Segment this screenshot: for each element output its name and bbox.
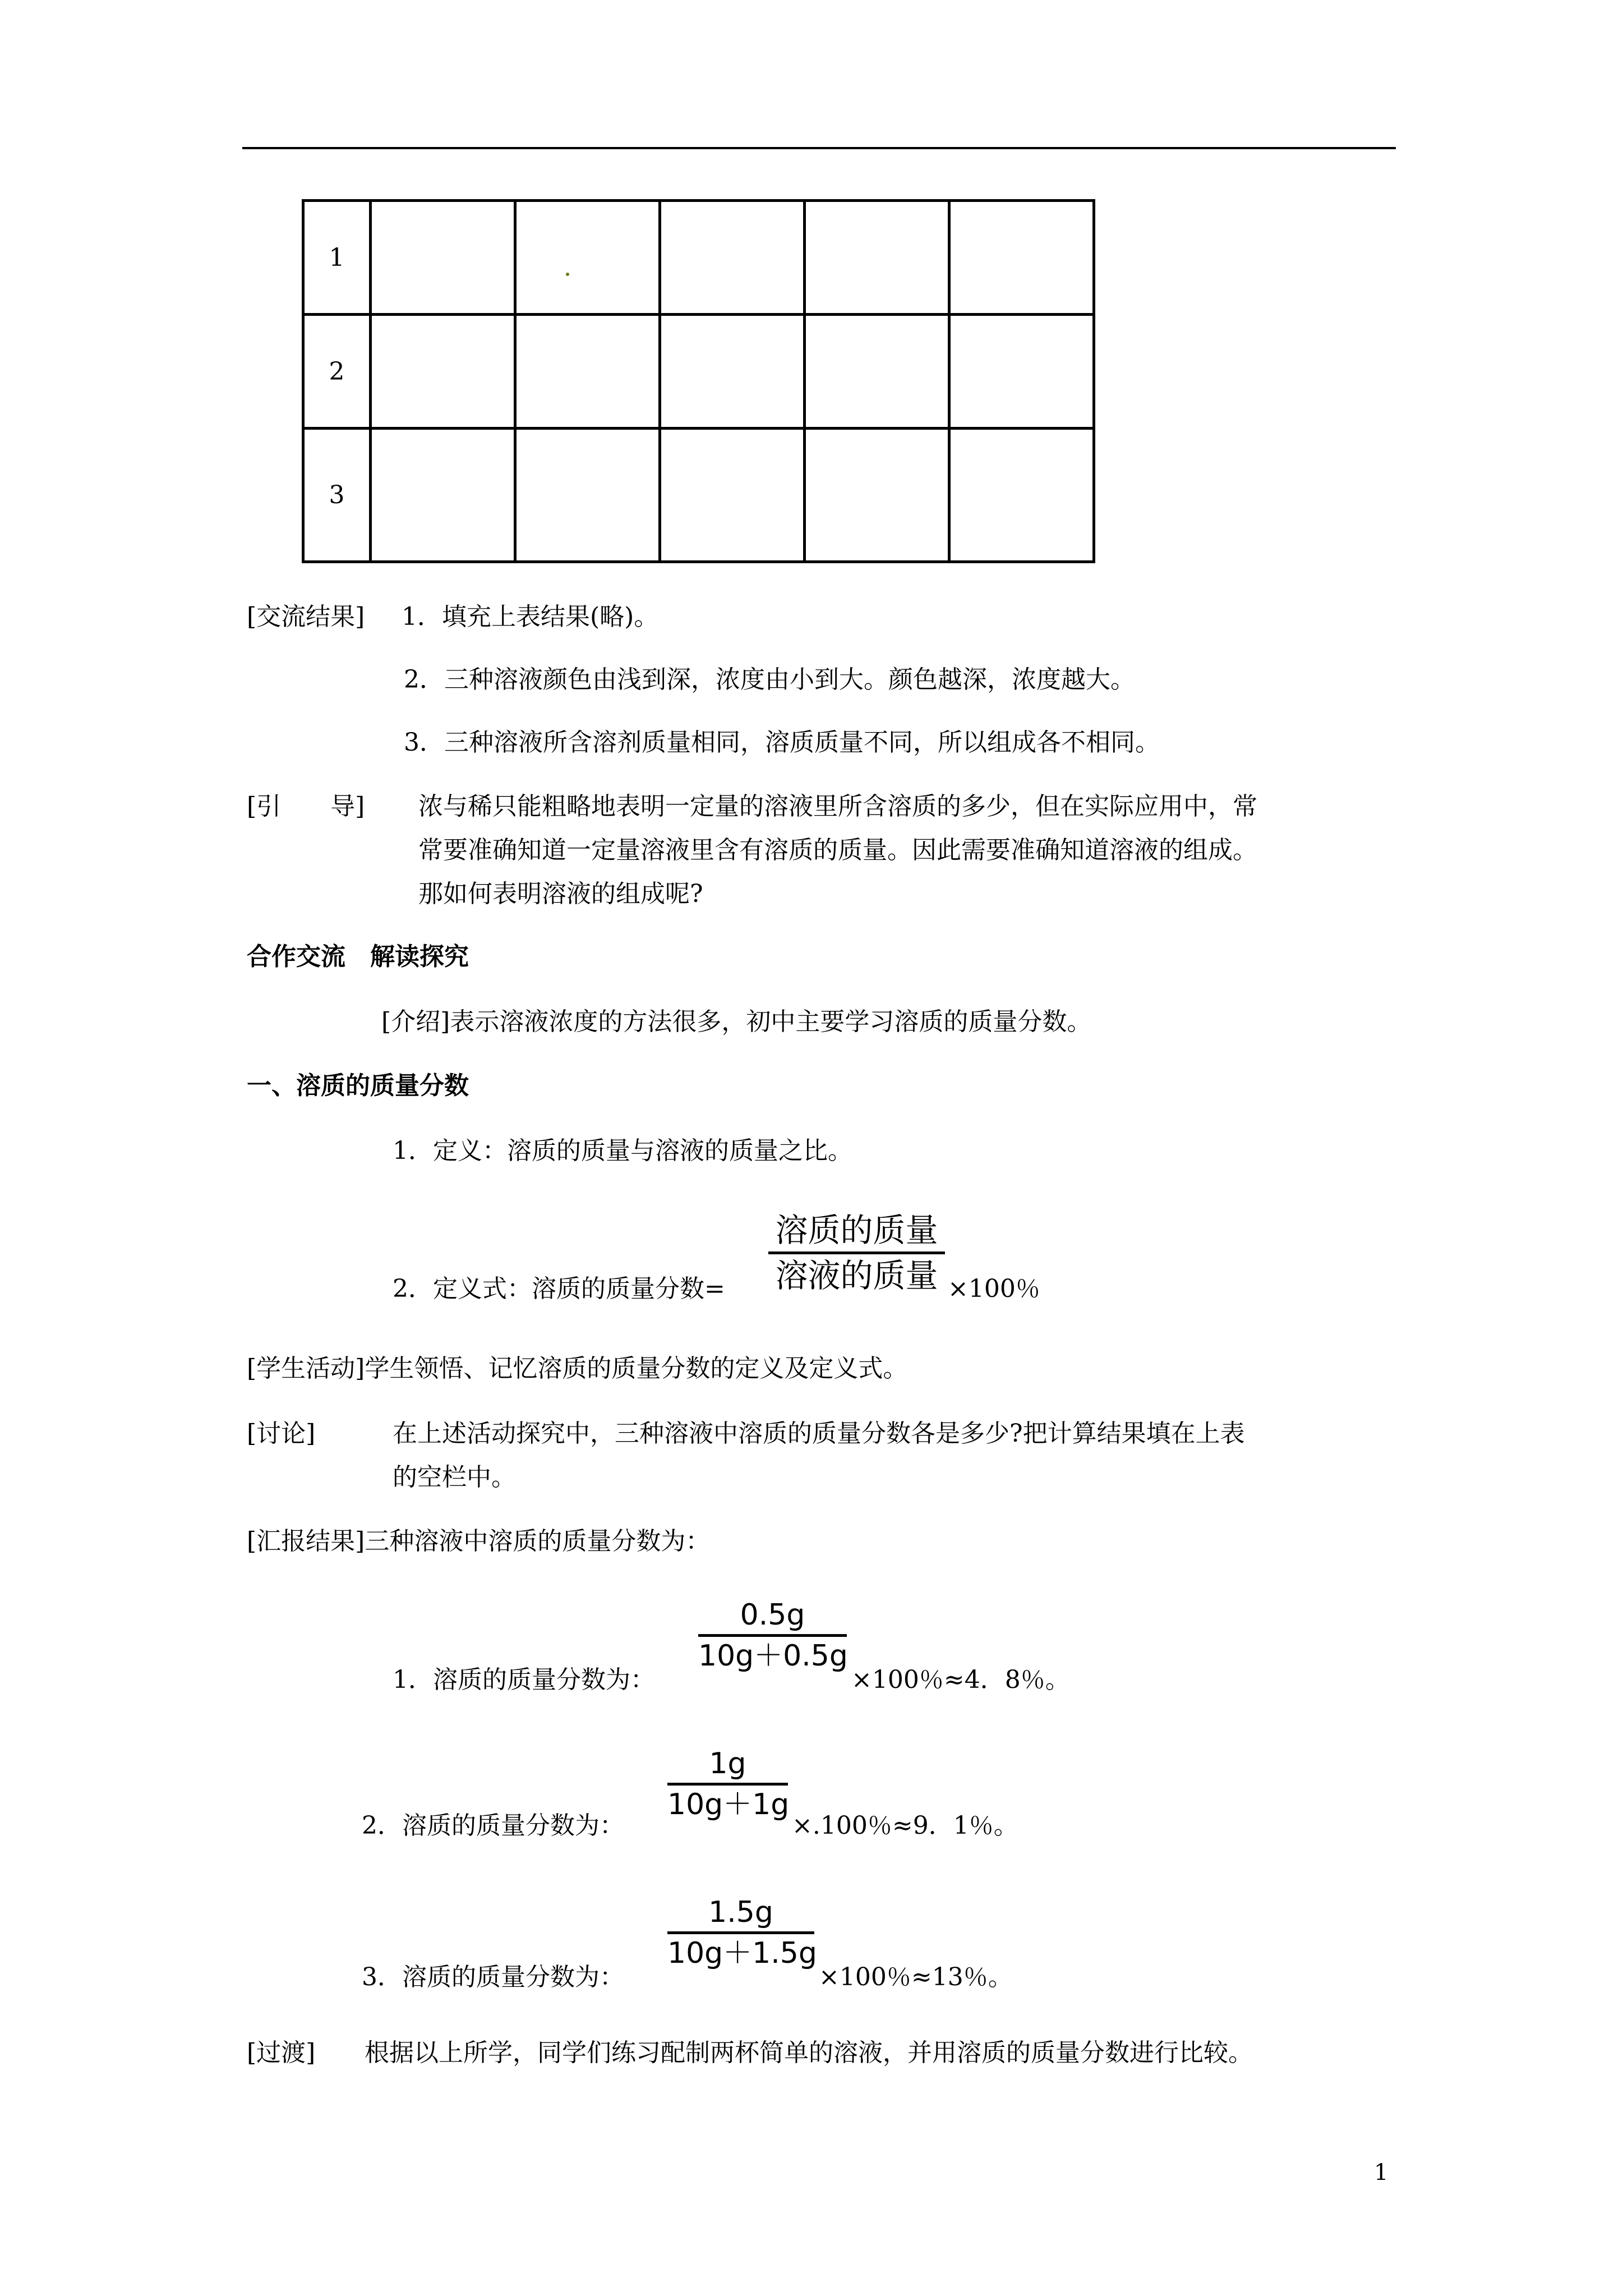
definition-fraction: [768, 1209, 945, 1297]
section-heading-one: 一、溶质的质量分数: [247, 1071, 469, 1100]
result-suffix-2: ×.100％≈9．1％。: [792, 1811, 1018, 1840]
header-rule: [242, 147, 1396, 149]
fraction-numerator: 1.5g: [708, 1895, 773, 1929]
row-index: 1: [303, 201, 371, 315]
table-cell: [949, 315, 1094, 429]
fraction-denominator: 10g＋1.5g: [667, 1936, 817, 1970]
table-cell: [515, 429, 660, 562]
fraction-numerator: 0.5g: [740, 1598, 805, 1632]
transition-text: 根据以上所学，同学们练习配制两杯简单的溶液，并用溶质的质量分数进行比较。: [365, 2039, 1253, 2067]
table-cell: [949, 201, 1094, 315]
fraction-numerator: 1g: [709, 1747, 746, 1780]
fraction-denominator: 10g＋0.5g: [698, 1639, 848, 1673]
discussion-line-2: 的空栏中。: [393, 1463, 516, 1492]
fraction-denominator: 10g＋1g: [667, 1788, 790, 1821]
formula-suffix: ×100％: [948, 1274, 1040, 1303]
exchange-item-3: 3．三种溶液所含溶剂质量相同，溶质质量不同，所以组成各不相同。: [404, 728, 1160, 757]
fraction-numerator: 溶质的质量: [775, 1211, 938, 1249]
formula-label: 2．定义式：溶质的质量分数=: [393, 1274, 725, 1303]
student-activity-text: [学生活动]学生领悟、记忆溶质的质量分数的定义及定义式。: [247, 1354, 908, 1383]
result-label-1: 1．溶质的质量分数为：: [393, 1665, 655, 1694]
table-cell: [371, 315, 515, 429]
table-cell: [515, 201, 660, 315]
row-index: 3: [303, 429, 371, 562]
table-cell: [371, 429, 515, 562]
data-table: [302, 199, 1095, 563]
table-row: [303, 201, 1094, 315]
table-cell: [660, 201, 805, 315]
result-fraction-2: [667, 1745, 788, 1824]
result-label-3: 3．溶质的质量分数为：: [362, 1963, 624, 1991]
guide-line-3: 那如何表明溶液的组成呢?: [418, 880, 703, 908]
guide-tag: [引 导]: [247, 792, 365, 821]
table-cell: [949, 429, 1094, 562]
page-number: 1: [1374, 2160, 1389, 2185]
result-suffix-1: ×100％≈4．8％。: [851, 1665, 1070, 1694]
discussion-line-1: 在上述活动探究中，三种溶液中溶质的质量分数各是多少?把计算结果填在上表: [393, 1419, 1245, 1448]
fraction-denominator: 溶液的质量: [775, 1257, 938, 1295]
table-cell: [805, 429, 949, 562]
result-label-2: 2．溶质的质量分数为：: [362, 1811, 624, 1840]
transition-tag: [过渡]: [247, 2039, 316, 2067]
intro-text: [介绍]表示溶液浓度的方法很多，初中主要学习溶质的质量分数。: [381, 1007, 1092, 1036]
guide-line-1: 浓与稀只能粗略地表明一定量的溶液里所含溶质的多少，但在实际应用中，常: [418, 792, 1257, 821]
table-row: [303, 315, 1094, 429]
table-cell: [515, 315, 660, 429]
section-heading-coop: 合作交流 解读探究: [247, 942, 469, 971]
table-cell: [660, 429, 805, 562]
result-fraction-3: [667, 1893, 817, 1972]
report-text: [汇报结果]三种溶液中溶质的质量分数为：: [247, 1527, 711, 1556]
table-cell: [805, 201, 949, 315]
stray-dot-mark: [566, 273, 569, 276]
result-fraction-1: [698, 1596, 847, 1675]
table-row: [303, 429, 1094, 562]
exchange-tag: [交流结果]: [247, 602, 365, 631]
table-cell: [371, 201, 515, 315]
exchange-item-2: 2．三种溶液颜色由浅到深，浓度由小到大。颜色越深，浓度越大。: [404, 665, 1135, 694]
table-cell: [805, 315, 949, 429]
table-cell: [660, 315, 805, 429]
definition-text: 1．定义：溶质的质量与溶液的质量之比。: [393, 1137, 852, 1165]
exchange-item-1: 1．填充上表结果(略)。: [402, 602, 659, 631]
row-index: 2: [303, 315, 371, 429]
discussion-tag: [讨论]: [247, 1419, 316, 1448]
guide-line-2: 常要准确知道一定量溶液里含有溶质的质量。因此需要准确知道溶液的组成。: [418, 836, 1257, 864]
result-suffix-3: ×100％≈13％。: [819, 1963, 1013, 1991]
